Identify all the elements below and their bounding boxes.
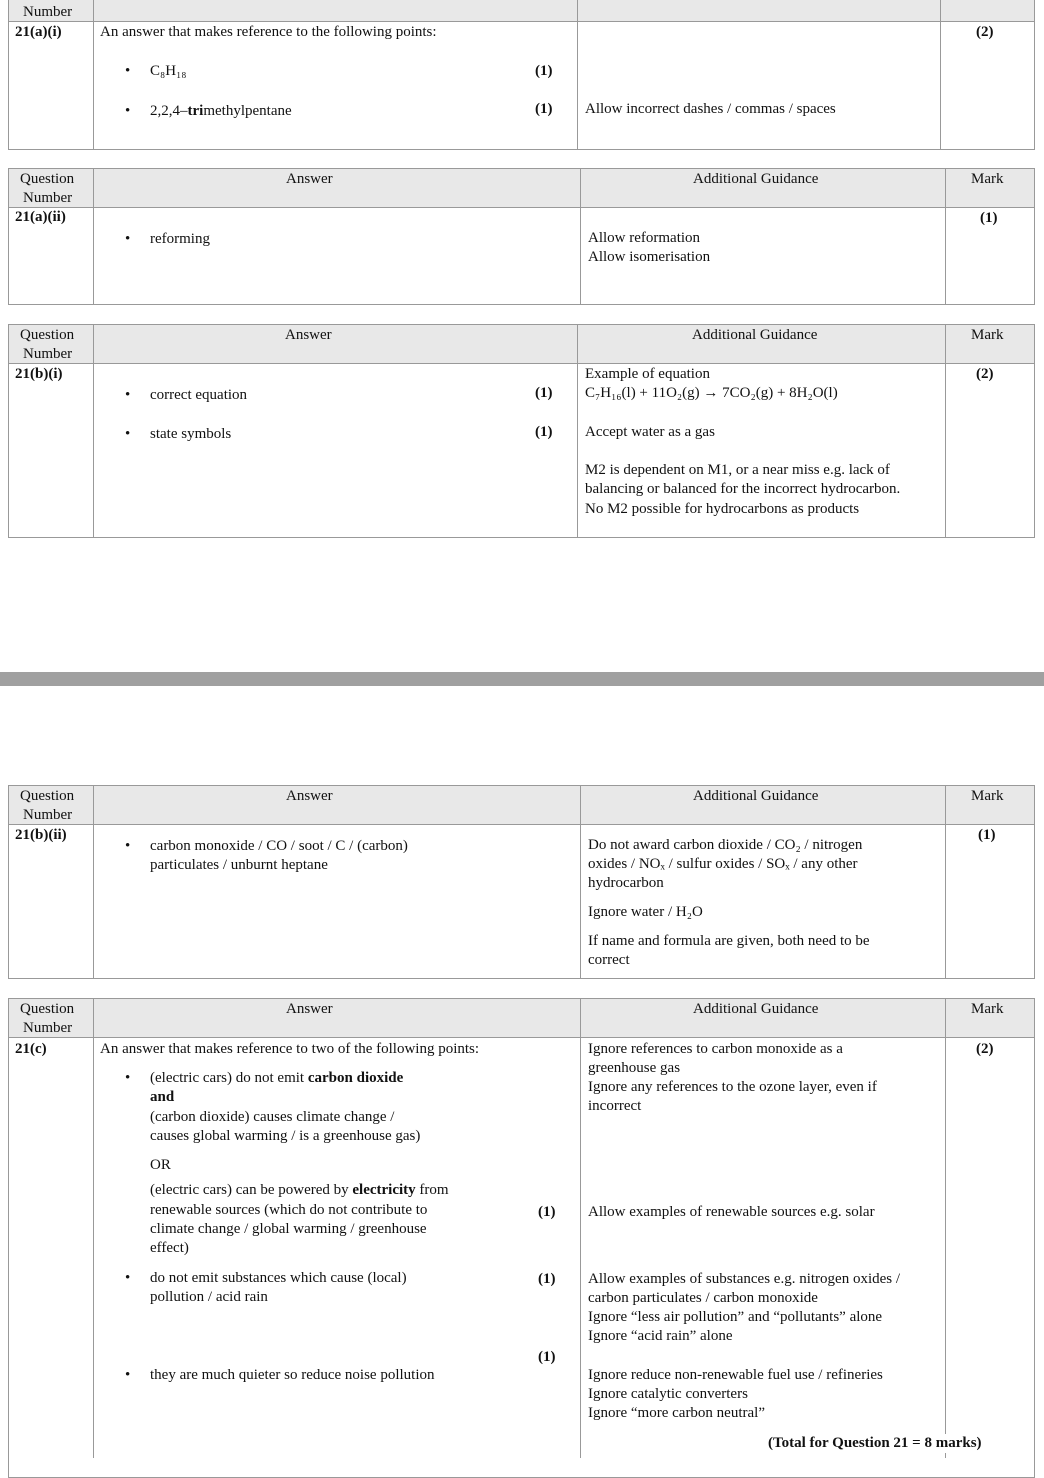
answer-text bbox=[150, 1181, 449, 1200]
answer-text: pollution / acid rain bbox=[150, 1289, 268, 1305]
header-question: Question bbox=[20, 327, 75, 343]
answer-text: effect) bbox=[150, 1240, 189, 1256]
guidance: Ignore “more carbon neutral” bbox=[588, 1405, 765, 1421]
guidance: Allow isomerisation bbox=[588, 249, 711, 265]
answer-point bbox=[150, 1069, 403, 1088]
guidance: correct bbox=[588, 952, 630, 968]
mark-value: (1) bbox=[538, 1204, 556, 1220]
guidance: M2 is dependent on M1, or a near miss e.g. lack of bbox=[585, 462, 890, 478]
answer-text: climate change / global warming / greenhouse bbox=[150, 1221, 427, 1237]
header-row bbox=[9, 999, 1034, 1038]
header-number: Number bbox=[23, 190, 73, 206]
guidance: Do not award carbon dioxide / CO₂ / nitrogen bbox=[588, 837, 863, 853]
header-mark: Mark bbox=[971, 171, 1004, 187]
question-number: 21(b)(i) bbox=[15, 366, 63, 382]
answer-text: and bbox=[150, 1089, 175, 1105]
text: carbon dioxide bbox=[307, 1070, 404, 1086]
answer-intro: An answer that makes reference to the following points: bbox=[100, 24, 437, 40]
answer-point: • reforming bbox=[150, 230, 210, 249]
question-number: 21(a)(ii) bbox=[15, 209, 66, 225]
header-question: Question bbox=[20, 171, 75, 187]
answer-point: • do not emit substances which cause (local) bbox=[150, 1269, 407, 1288]
answer-point: • they are much quieter so reduce noise pollution bbox=[150, 1366, 435, 1385]
guidance: Ignore “less air pollution” and “pollutants” alone bbox=[588, 1309, 883, 1325]
text: methylpentane bbox=[203, 103, 292, 119]
question-total: (Total for Question 21 = 8 marks) bbox=[768, 1435, 982, 1451]
header-answer: Answer bbox=[286, 788, 333, 804]
answer-point: • carbon monoxide / CO / soot / C / (carbon) bbox=[150, 837, 408, 856]
header-mark: Mark bbox=[971, 327, 1004, 343]
mark-value: (1) bbox=[535, 385, 553, 401]
total-mark: (2) bbox=[976, 24, 994, 40]
question-number: 21(a)(i) bbox=[15, 24, 62, 40]
guidance: Ignore “acid rain” alone bbox=[588, 1328, 733, 1344]
header-guidance: Additional Guidance bbox=[693, 788, 819, 804]
text: tri bbox=[187, 103, 204, 119]
question-number: 21(c) bbox=[15, 1041, 47, 1057]
guidance: Example of equation bbox=[585, 366, 710, 382]
header-number: Number bbox=[23, 346, 73, 362]
guidance: Allow reformation bbox=[588, 230, 701, 246]
answer-text: OR bbox=[150, 1157, 171, 1173]
header-row bbox=[9, 325, 1034, 364]
mark-value: (1) bbox=[538, 1271, 556, 1287]
question-number: 21(b)(ii) bbox=[15, 827, 67, 843]
header-answer: Answer bbox=[285, 327, 332, 343]
mark-value: (1) bbox=[538, 1349, 556, 1365]
header-answer: Answer bbox=[286, 171, 333, 187]
header-mark: Mark bbox=[971, 788, 1004, 804]
guidance: Ignore catalytic converters bbox=[588, 1386, 748, 1402]
header-guidance: Additional Guidance bbox=[693, 171, 819, 187]
text: electricity bbox=[352, 1182, 416, 1198]
mark-value: (1) bbox=[535, 424, 553, 440]
guidance: Ignore water / H₂O bbox=[588, 904, 703, 920]
text: (electric cars) can be powered by bbox=[150, 1182, 353, 1198]
mark-value: (1) bbox=[535, 101, 553, 117]
guidance: Ignore references to carbon monoxide as a bbox=[588, 1041, 843, 1057]
mark-value: (1) bbox=[535, 63, 553, 79]
header-row bbox=[9, 0, 1034, 22]
header-question: Question bbox=[20, 1001, 75, 1017]
header-mark: Mark bbox=[971, 1001, 1004, 1017]
total-mark: (1) bbox=[978, 827, 996, 843]
answer-text: causes global warming / is a greenhouse gas) bbox=[150, 1128, 421, 1144]
text: (electric cars) do not emit bbox=[150, 1070, 308, 1086]
header-row bbox=[9, 169, 1034, 208]
answer-text: renewable sources (which do not contribute to bbox=[150, 1202, 428, 1218]
equation: C₇H₁₆(l) + 11O₂(g) → 7CO₂(g) + 8H₂O(l) bbox=[585, 385, 838, 401]
answer-point: • correct equation bbox=[150, 386, 247, 405]
text: 2,2,4– bbox=[150, 103, 188, 119]
guidance: No M2 possible for hydrocarbons as products bbox=[585, 501, 860, 517]
answer-point: particulates / unburnt heptane bbox=[150, 857, 328, 873]
guidance: Ignore reduce non-renewable fuel use / refineries bbox=[588, 1367, 883, 1383]
answer-point: • C₈H₁₈ bbox=[150, 62, 187, 81]
header-answer: Answer bbox=[286, 1001, 333, 1017]
answer-text: (carbon dioxide) causes climate change / bbox=[150, 1109, 395, 1125]
answer-point bbox=[150, 102, 292, 121]
total-mark: (1) bbox=[980, 210, 998, 226]
header-question: Question bbox=[20, 788, 75, 804]
header-row bbox=[9, 786, 1034, 825]
answer-point: • state symbols bbox=[150, 425, 231, 444]
guidance: Ignore any references to the ozone layer, even if bbox=[588, 1079, 877, 1095]
total-mark: (2) bbox=[976, 1041, 994, 1057]
guidance: balancing or balanced for the incorrect hydrocarbon. bbox=[585, 481, 901, 497]
guidance: greenhouse gas bbox=[588, 1060, 681, 1076]
guidance: oxides / NOₓ / sulfur oxides / SOₓ / any other bbox=[588, 856, 858, 872]
header-guidance: Additional Guidance bbox=[692, 327, 818, 343]
total-mark: (2) bbox=[976, 366, 994, 382]
guidance: Accept water as a gas bbox=[585, 424, 715, 440]
header-number: Number bbox=[23, 1020, 73, 1036]
guidance: Allow examples of renewable sources e.g. solar bbox=[588, 1204, 875, 1220]
guidance: incorrect bbox=[588, 1098, 642, 1114]
guidance: hydrocarbon bbox=[588, 875, 664, 891]
guidance: Allow examples of substances e.g. nitrogen oxides / bbox=[588, 1271, 901, 1287]
guidance: If name and formula are given, both need to be bbox=[588, 933, 870, 949]
header-number: Number bbox=[23, 807, 73, 823]
guidance: Allow incorrect dashes / commas / spaces bbox=[585, 101, 836, 117]
text: from bbox=[415, 1182, 449, 1198]
answer-intro: An answer that makes reference to two of the following points: bbox=[100, 1041, 480, 1057]
header-guidance: Additional Guidance bbox=[693, 1001, 819, 1017]
page-divider bbox=[0, 672, 1044, 686]
guidance: carbon particulates / carbon monoxide bbox=[588, 1290, 818, 1306]
header-number: Number bbox=[23, 4, 73, 20]
